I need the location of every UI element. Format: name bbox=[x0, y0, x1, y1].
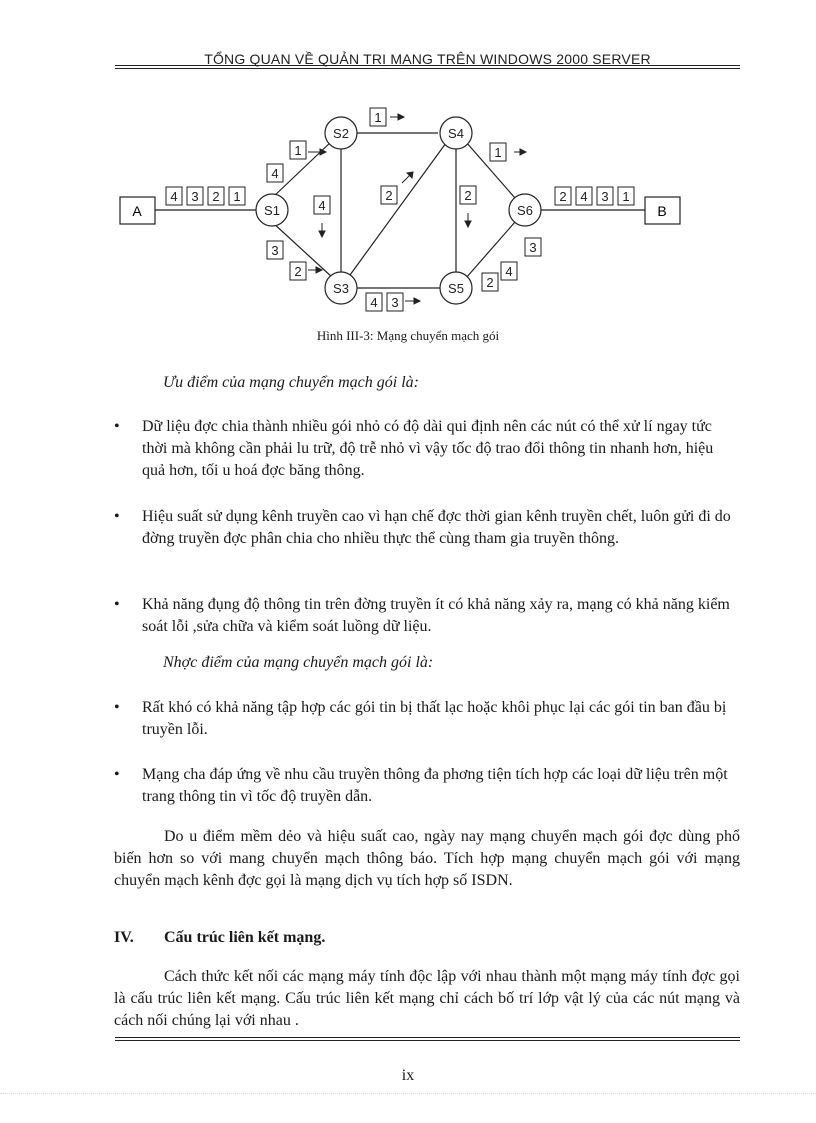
packet-label: 1 bbox=[494, 145, 502, 160]
node-s2-label: S2 bbox=[333, 126, 349, 141]
page-header bbox=[115, 50, 740, 70]
end-station-b bbox=[645, 197, 680, 224]
network-diagram-svg bbox=[100, 95, 700, 325]
header-rule bbox=[115, 65, 740, 66]
queue-a-packet: 1 bbox=[233, 189, 241, 204]
bullet-icon: • bbox=[114, 766, 120, 783]
bullet-icon: • bbox=[114, 418, 120, 435]
arrow-down-icon bbox=[465, 221, 471, 227]
packet-label: 4 bbox=[318, 198, 326, 213]
header-rule-double bbox=[115, 68, 740, 69]
header-title: TỔNG QUAN VỀ QUẢN TRỊ MẠNG TRÊN WINDOWS 2000 SERVER bbox=[204, 51, 651, 67]
link-s3-s4 bbox=[350, 143, 446, 275]
queue-b-packet: 3 bbox=[601, 189, 609, 204]
packet-label: 4 bbox=[271, 166, 279, 181]
packet-label: 3 bbox=[391, 295, 399, 310]
list-item: • Mạng cha đáp ứng về nhu cầu truyền thông đa phơng tiện tích hợp các loại dữ liệu trên một trang thông tin vì tốc độ truyền dẫn. bbox=[114, 766, 728, 805]
arrow-right-icon bbox=[316, 267, 322, 273]
section-heading bbox=[114, 929, 325, 947]
section-title: Cấu trúc liên kết mạng. bbox=[164, 929, 326, 946]
packet-label: 4 bbox=[505, 264, 513, 279]
bullet-icon: • bbox=[114, 699, 120, 716]
node-s4-label: S4 bbox=[448, 126, 464, 141]
list-item: • Dữ liệu đợc chia thành nhiều gói nhỏ có độ dài qui định nên các nút có thể xử lí ngay tức thời mà không cần phải lu trữ, độ trễ nhỏ vì vậy tốc độ trao đổi thông tin nhanh hơn, hiệu quả hơn, tối u hoá đợc băng thông. bbox=[114, 418, 714, 479]
queue-a-packet: 4 bbox=[170, 189, 178, 204]
packet-label: 2 bbox=[294, 264, 302, 279]
end-station-a bbox=[120, 197, 155, 224]
packet-switching-diagram bbox=[100, 95, 700, 330]
queue-a-packet: 3 bbox=[191, 189, 199, 204]
advantages-heading: Ưu điểm của mạng chuyển mạch gói là: bbox=[163, 374, 419, 391]
queue-b-packet: 2 bbox=[559, 189, 567, 204]
node-s5-label: S5 bbox=[448, 281, 464, 296]
end-b-label: B bbox=[657, 203, 667, 219]
figure-caption: Hình III-3: Mạng chuyển mạch gói bbox=[316, 328, 500, 343]
packet-label: 4 bbox=[370, 295, 378, 310]
section-number: IV. bbox=[114, 929, 134, 946]
arrow-right-icon bbox=[398, 114, 404, 120]
node-s3-label: S3 bbox=[333, 281, 349, 296]
list-item: • Rất khó có khả năng tập hợp các gói tin bị thất lạc hoặc khôi phục lại các gói tin ban đầu bị truyền lỗi. bbox=[114, 699, 727, 738]
links bbox=[155, 133, 645, 288]
packet-label: 2 bbox=[464, 188, 472, 203]
footer-rule bbox=[115, 1037, 740, 1038]
queue-b-packet: 4 bbox=[580, 189, 588, 204]
page-number: ix bbox=[401, 1067, 415, 1084]
packet-label: 3 bbox=[529, 240, 537, 255]
node-s1-label: S1 bbox=[264, 203, 280, 218]
page-edge-divider bbox=[0, 1093, 816, 1094]
arrow-right-icon bbox=[520, 149, 526, 155]
body-paragraph: Cách thức kết nối các mạng máy tính độc lập với nhau thành một mạng máy tính đợc gọi là cấu trúc liên kết mạng. Cấu trúc liên kết mạng chỉ cách bố trí lớp vật lý của các nút mạng và cách nối chúng lại với nhau . bbox=[114, 968, 740, 1029]
packet-label: 3 bbox=[271, 243, 279, 258]
packet-label: 1 bbox=[294, 143, 302, 158]
arrow-right-icon bbox=[414, 298, 420, 304]
list-item: • Hiệu suất sử dụng kênh truyền cao vì hạn chế đợc thời gian kênh truyền chết, luôn gửi đi do đờng truyền đợc phân chia cho nhiều thực thể cùng tham gia truyền thông. bbox=[114, 508, 731, 547]
bullet-icon: • bbox=[114, 508, 120, 525]
arrow-down-icon bbox=[319, 231, 325, 237]
body-paragraph: Do u điểm mềm dẻo và hiệu suất cao, ngày nay mạng chuyển mạch gói đợc dùng phổ biến hơn so với mang chuyển mạch thông báo. Tích hợp mạng chuyển mạch gói với mạng chuyển mạch kênh đợc gọi là mạng dịch vụ tích hợp số ISDN. bbox=[114, 828, 740, 889]
packet-label: 2 bbox=[486, 275, 494, 290]
node-s6-label: S6 bbox=[517, 203, 533, 218]
footer-rule-double bbox=[115, 1040, 740, 1041]
disadvantages-heading: Nhợc điểm của mạng chuyển mạch gói là: bbox=[163, 654, 434, 671]
end-a-label: A bbox=[132, 203, 142, 219]
packet-label: 2 bbox=[385, 188, 393, 203]
queue-a-packet: 2 bbox=[212, 189, 220, 204]
queue-b-packet: 1 bbox=[622, 189, 630, 204]
bullet-icon: • bbox=[114, 596, 120, 613]
packet-label: 1 bbox=[374, 110, 382, 125]
list-item: • Khả năng đụng độ thông tin trên đờng truyền ít có khả năng xảy ra, mạng có khả năng kiểm soát lỗi ,sửa chữa và kiểm soát luồng dữ liệu. bbox=[114, 596, 730, 635]
